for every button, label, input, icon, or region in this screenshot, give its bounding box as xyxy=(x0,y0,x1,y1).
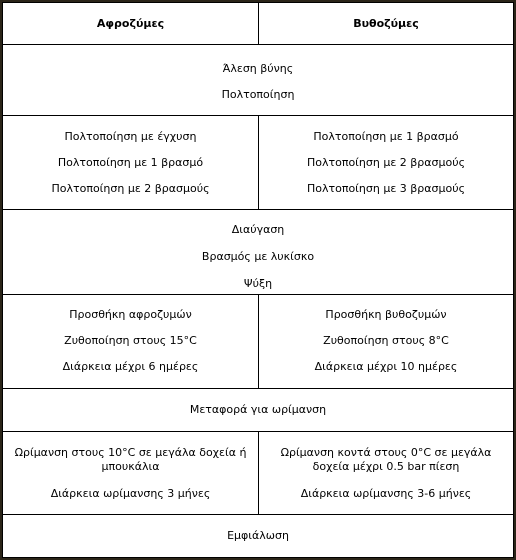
step-text: Πολτοποίηση xyxy=(221,88,295,101)
step-text: Πολτοποίηση με έγχυση xyxy=(64,130,197,143)
step-text: Πολτοποίηση με 2 βρασμούς xyxy=(51,182,210,195)
step-text: Μεταφορά για ωρίμανση xyxy=(189,403,327,416)
step-text: Διαύγαση xyxy=(231,223,285,236)
step-text: Ζυθοποίηση στους 15°C xyxy=(64,334,197,347)
left-step-maturation xyxy=(2,431,259,515)
left-step-fermentation xyxy=(2,294,259,389)
step-text: Προσθήκη βυθοζυμών xyxy=(325,308,447,321)
left-step-mashing xyxy=(2,115,259,210)
step-text: Διάρκεια ωρίμανσης 3-6 μήνες xyxy=(300,487,472,500)
step-text: Ζυθοποίηση στους 8°C xyxy=(323,334,449,347)
right-step-mashing xyxy=(258,115,514,210)
shared-step-bottling xyxy=(2,514,514,558)
right-step-maturation xyxy=(258,431,514,515)
step-text: Πολτοποίηση με 1 βρασμό xyxy=(57,156,204,169)
right-step-fermentation xyxy=(258,294,514,389)
step-text: Πολτοποίηση με 2 βρασμούς xyxy=(306,156,466,169)
shared-step-lautering xyxy=(2,209,514,295)
header-cell-right xyxy=(258,2,514,45)
step-text: Πολτοποίηση με 1 βρασμό xyxy=(313,130,459,143)
step-text: Ωρίμανση κοντά στους 0°C σε μεγάλα δοχεία μέχρι 0.5 bar πίεση xyxy=(280,446,492,473)
step-text: Άλεση βύνης xyxy=(222,62,294,75)
step-text: Ψύξη xyxy=(243,277,273,290)
step-text: Εμφιάλωση xyxy=(227,529,289,542)
shared-step-milling xyxy=(2,44,514,116)
step-text: Βρασμός με λυκίσκο xyxy=(201,250,315,263)
step-text: Προσθήκη αφροζυμών xyxy=(69,308,192,321)
header-ale-yeasts: Αφροζύμες xyxy=(96,17,165,30)
step-text: Ωρίμανση στους 10°C σε μεγάλα δοχεία ή μπουκάλια xyxy=(14,446,247,473)
shared-step-transfer xyxy=(2,388,514,432)
step-text: Διάρκεια ωρίμανσης 3 μήνες xyxy=(50,487,211,500)
header-lager-yeasts: Βυθοζύμες xyxy=(353,17,419,30)
step-text: Πολτοποίηση με 3 βρασμούς xyxy=(306,182,466,195)
step-text: Διάρκεια μέχρι 6 ημέρες xyxy=(62,360,199,373)
step-text: Διάρκεια μέχρι 10 ημέρες xyxy=(314,360,458,373)
header-cell-left xyxy=(2,2,259,45)
